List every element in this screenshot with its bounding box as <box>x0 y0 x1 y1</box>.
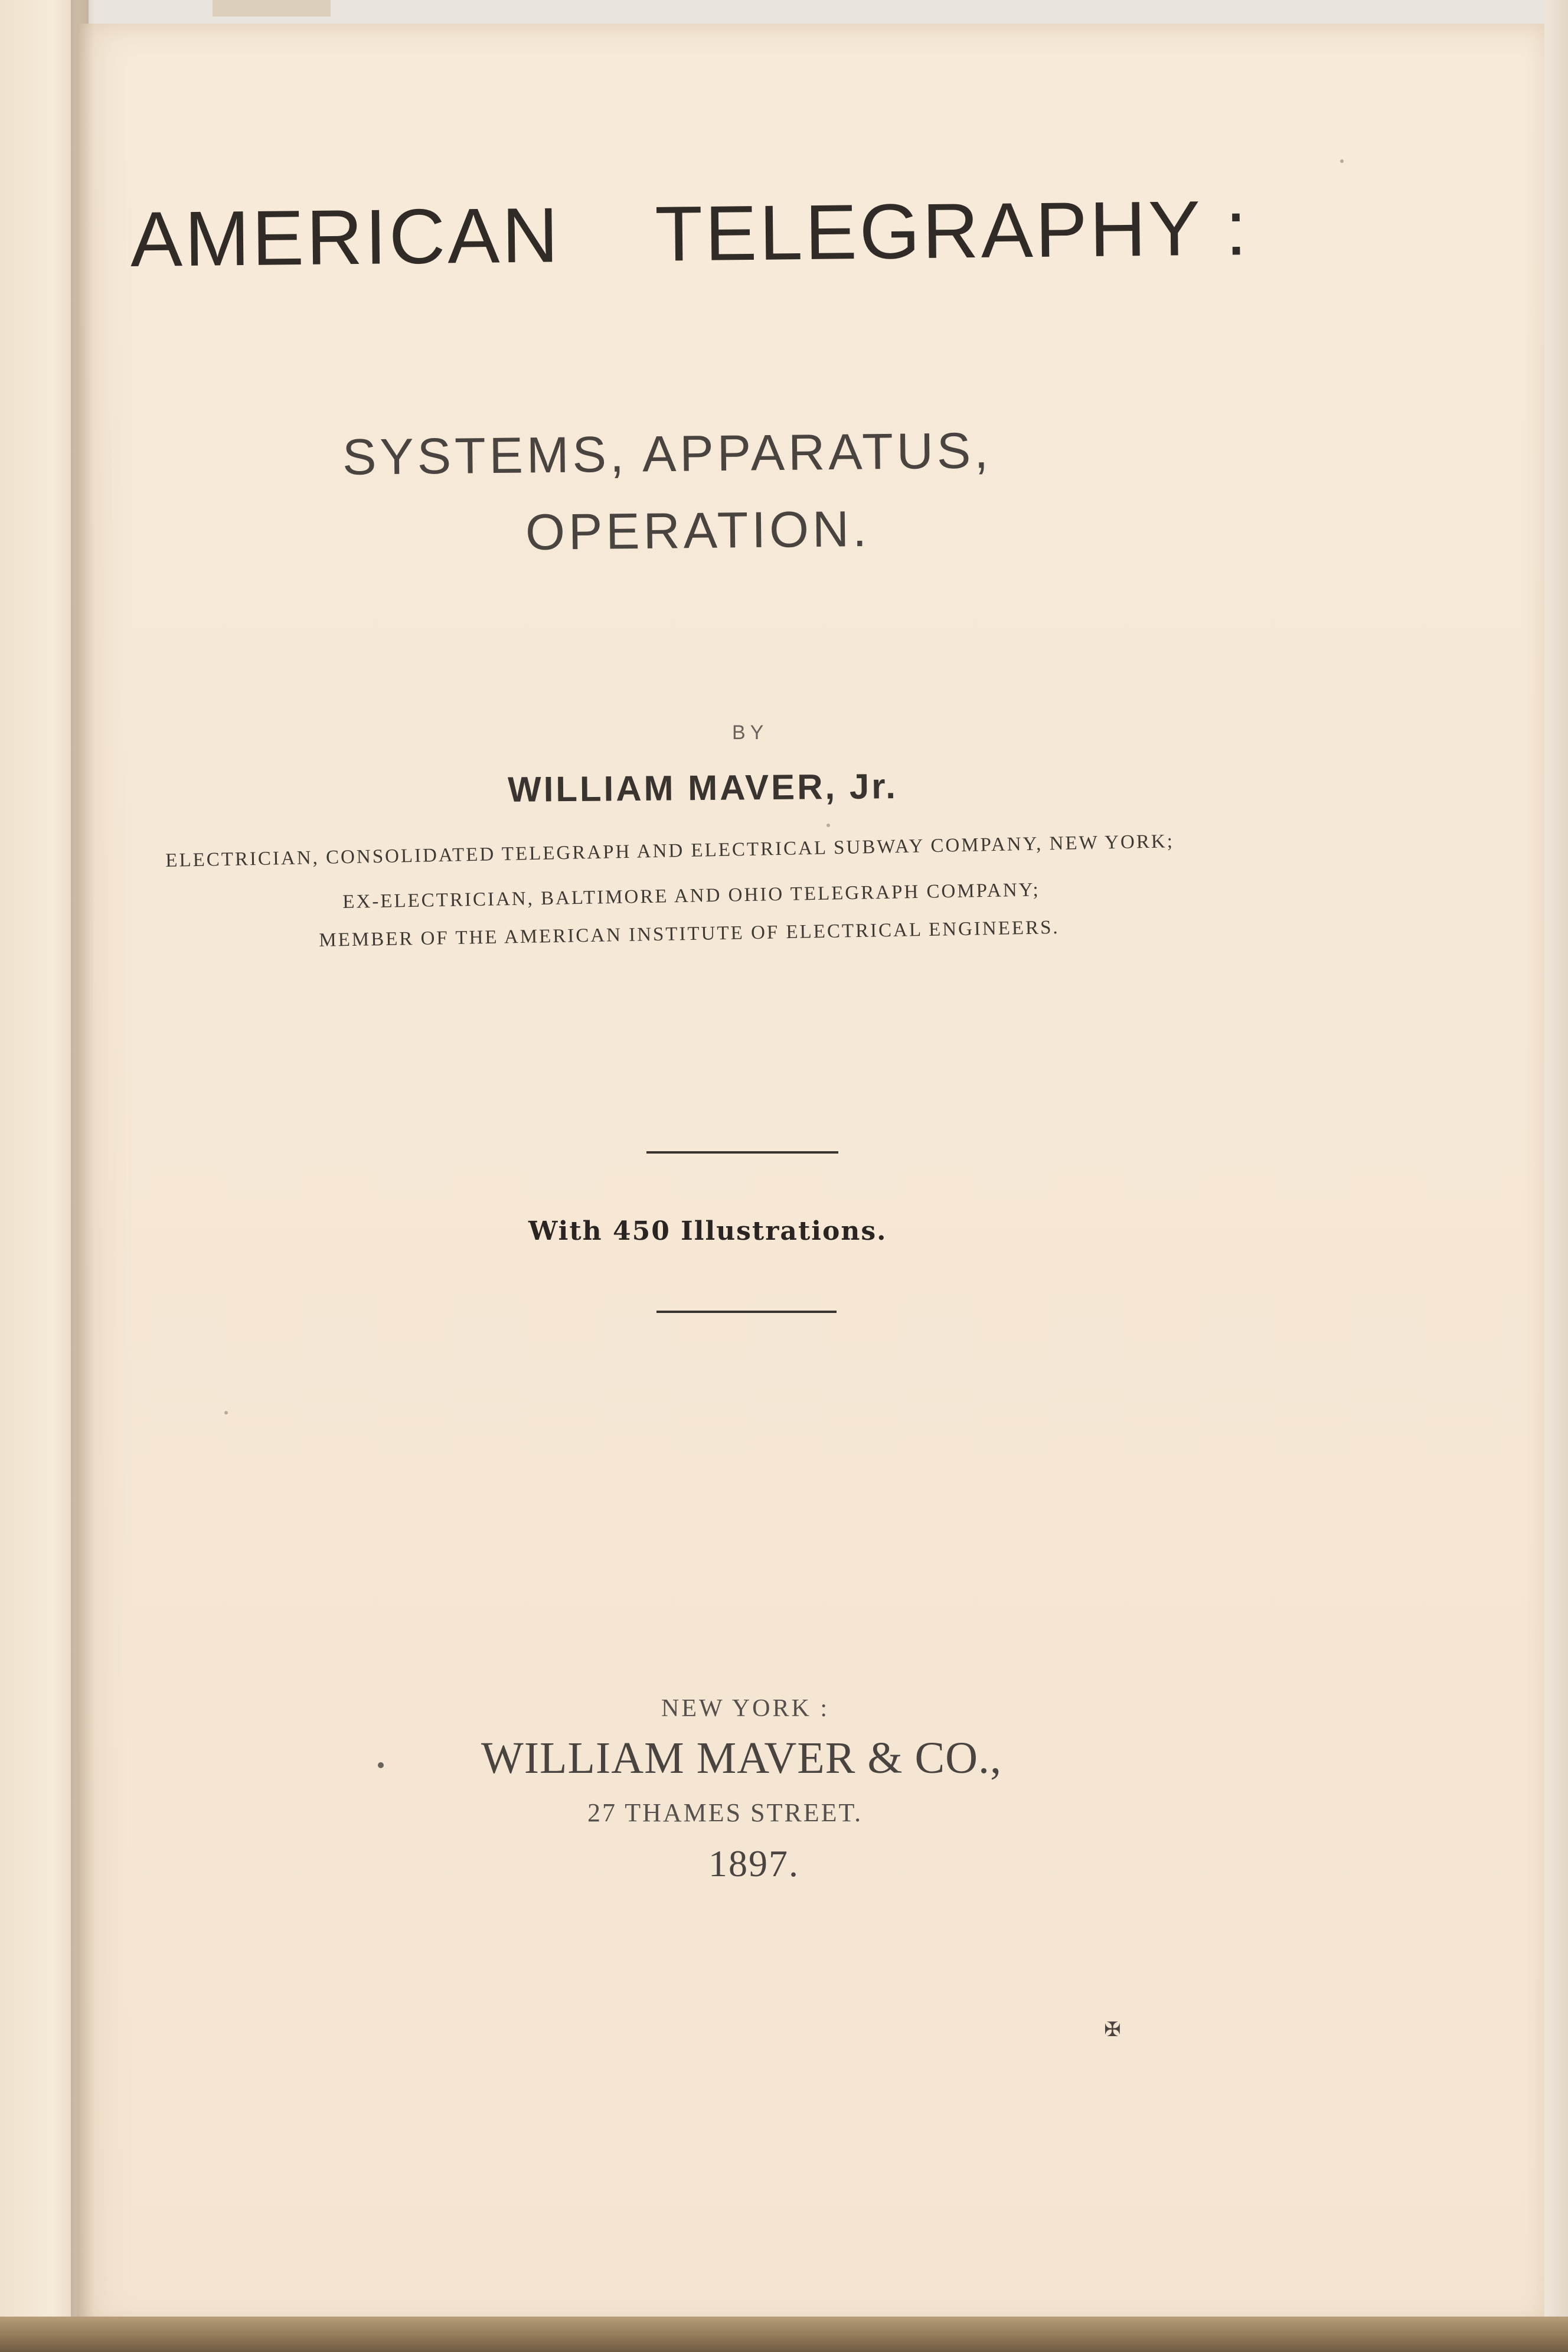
title-page <box>77 24 1547 2326</box>
divider-rule-top <box>646 1151 838 1154</box>
right-background-edge <box>1544 0 1568 2352</box>
imprint-city: NEW YORK : <box>661 1695 829 1722</box>
title-word-american: AMERICAN <box>130 191 561 283</box>
bookmark-ribbon <box>213 0 331 17</box>
paper-speck <box>1340 159 1344 163</box>
author-credential-3: MEMBER OF THE AMERICAN INSTITUTE OF ELECTRICAL ENGINEERS. <box>319 917 1060 951</box>
imprint-year: 1897. <box>708 1843 799 1884</box>
page-stack-edge <box>0 2317 1568 2352</box>
subtitle-line-1: SYSTEMS, APPARATUS, <box>342 422 992 486</box>
illustrations-note: With 450 Illustrations. <box>528 1216 887 1246</box>
divider-rule-bottom <box>656 1311 837 1313</box>
printer-mark-icon: ✠ <box>1104 2018 1121 2041</box>
subtitle-line-2: OPERATION. <box>525 500 871 561</box>
author-credential-1: ELECTRICIAN, CONSOLIDATED TELEGRAPH AND ELECTRICAL SUBWAY COMPANY, NEW YORK; <box>165 831 1175 871</box>
title-word-telegraphy: TELEGRAPHY : <box>654 184 1250 277</box>
book-title <box>130 181 1406 284</box>
imprint-publisher: WILLIAM MAVER & CO., <box>481 1733 1002 1783</box>
by-label: BY <box>732 721 769 744</box>
author-credential-2: EX-ELECTRICIAN, BALTIMORE AND OHIO TELEGRAPH COMPANY; <box>342 879 1040 913</box>
author-name: WILLIAM MAVER, Jr. <box>507 766 899 809</box>
imprint-address: 27 THAMES STREET. <box>587 1798 863 1827</box>
paper-speck <box>224 1411 228 1415</box>
ink-speck <box>378 1762 384 1768</box>
gutter-shadow <box>71 0 94 2352</box>
paper-speck <box>827 824 830 827</box>
